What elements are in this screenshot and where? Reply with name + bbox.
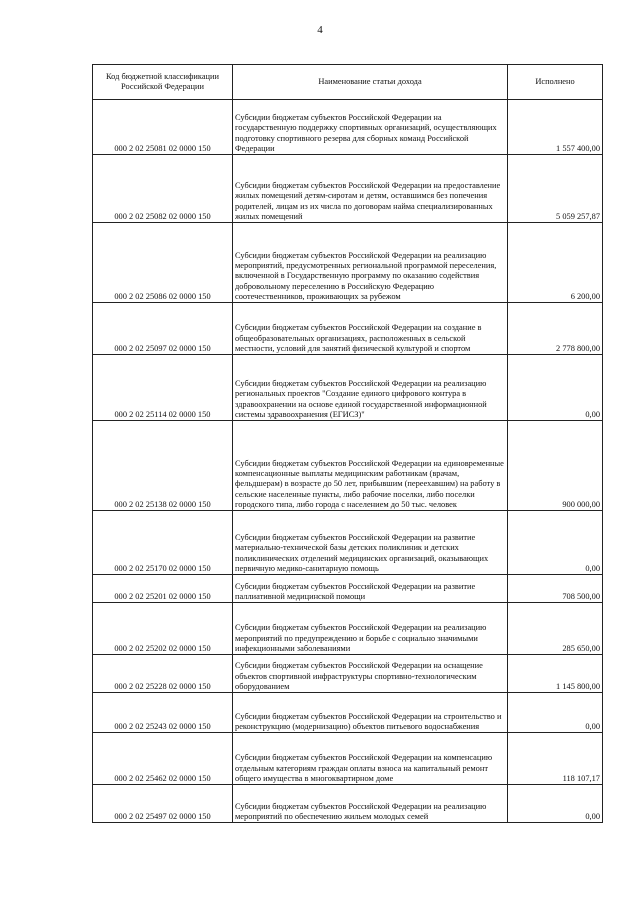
row-name: Субсидии бюджетам субъектов Российской Федерации на компенсацию отдельным категориям граждан оплаты взноса на капитальный ремонт общего имущества в многоквартирном доме — [233, 733, 508, 785]
row-name: Субсидии бюджетам субъектов Российской Федерации на реализацию мероприятий по обеспечению жильем молодых семей — [233, 785, 508, 823]
table-row — [93, 100, 603, 155]
table-row — [93, 785, 603, 823]
row-code: 000 2 02 25097 02 0000 150 — [93, 303, 233, 355]
row-name: Субсидии бюджетам субъектов Российской Федерации на единовременные компенсационные выплаты медицинским работникам (врачам, фельдшерам) в возрасте до 50 лет, прибывшим (переехавшим) на работу в сельские населенные пункты, либо рабочие поселки, либо поселки городского типа, либо города с населением до 50 тыс. человек — [233, 421, 508, 511]
row-code: 000 2 02 25082 02 0000 150 — [93, 155, 233, 223]
table-row — [93, 693, 603, 733]
table-row — [93, 655, 603, 693]
row-name: Субсидии бюджетам субъектов Российской Федерации на развитие материально-технической базы детских поликлиник и детских поликлинических отделений медицинских организаций, оказывающих первичную медико-санитарную помощь — [233, 511, 508, 575]
row-code: 000 2 02 25170 02 0000 150 — [93, 511, 233, 575]
row-code: 000 2 02 25081 02 0000 150 — [93, 100, 233, 155]
row-amount: 900 000,00 — [508, 421, 603, 511]
row-name: Субсидии бюджетам субъектов Российской Федерации на реализацию региональных проектов "Создание единого цифрового контура в здравоохранении на основе единой государственной информационной системы здравоохранения (ЕГИСЗ)" — [233, 355, 508, 421]
page-number: 4 — [317, 24, 323, 36]
row-amount: 5 059 257,87 — [508, 155, 603, 223]
row-name: Субсидии бюджетам субъектов Российской Федерации на создание в общеобразовательных организациях, расположенных в сельской местности, условий для занятий физической культурой и спортом — [233, 303, 508, 355]
table-header-row — [93, 65, 603, 100]
row-amount: 0,00 — [508, 785, 603, 823]
row-name: Субсидии бюджетам субъектов Российской Федерации на развитие паллиативной медицинской помощи — [233, 575, 508, 603]
header-code: Код бюджетной классификации Российской Федерации — [93, 65, 233, 100]
row-name: Субсидии бюджетам субъектов Российской Федерации на строительство и реконструкцию (модернизацию) объектов питьевого водоснабжения — [233, 693, 508, 733]
row-code: 000 2 02 25086 02 0000 150 — [93, 223, 233, 303]
row-code: 000 2 02 25228 02 0000 150 — [93, 655, 233, 693]
row-code: 000 2 02 25138 02 0000 150 — [93, 421, 233, 511]
table-row — [93, 155, 603, 223]
row-amount: 285 650,00 — [508, 603, 603, 655]
row-amount: 0,00 — [508, 355, 603, 421]
row-code: 000 2 02 25462 02 0000 150 — [93, 733, 233, 785]
row-name: Субсидии бюджетам субъектов Российской Федерации на государственную поддержку спортивных организаций, осуществляющих подготовку спортивного резерва для сборных команд Российской Федерации — [233, 100, 508, 155]
table-row — [93, 223, 603, 303]
revenue-table — [92, 64, 603, 823]
row-name: Субсидии бюджетам субъектов Российской Федерации на оснащение объектов спортивной инфраструктуры спортивно-технологическим оборудованием — [233, 655, 508, 693]
row-amount: 0,00 — [508, 511, 603, 575]
row-amount: 6 200,00 — [508, 223, 603, 303]
row-amount: 1 557 400,00 — [508, 100, 603, 155]
row-code: 000 2 02 25202 02 0000 150 — [93, 603, 233, 655]
table-row — [93, 355, 603, 421]
row-amount: 2 778 800,00 — [508, 303, 603, 355]
table-row — [93, 421, 603, 511]
row-code: 000 2 02 25114 02 0000 150 — [93, 355, 233, 421]
table-row — [93, 603, 603, 655]
header-name: Наименование статьи дохода — [233, 65, 508, 100]
header-amount: Исполнено — [508, 65, 603, 100]
table-row — [93, 733, 603, 785]
table-row — [93, 511, 603, 575]
table-row — [93, 575, 603, 603]
row-code: 000 2 02 25201 02 0000 150 — [93, 575, 233, 603]
row-code: 000 2 02 25243 02 0000 150 — [93, 693, 233, 733]
row-name: Субсидии бюджетам субъектов Российской Федерации на реализацию мероприятий, предусмотренных региональной программой переселения, включенной в Государственную программу по оказанию содействия добровольному переселению в Российскую Федерацию соотечественников, проживающих за рубежом — [233, 223, 508, 303]
row-amount: 118 107,17 — [508, 733, 603, 785]
row-amount: 708 500,00 — [508, 575, 603, 603]
row-name: Субсидии бюджетам субъектов Российской Федерации на реализацию мероприятий по предупреждению и борьбе с социально значимыми инфекционными заболеваниями — [233, 603, 508, 655]
row-amount: 1 145 800,00 — [508, 655, 603, 693]
row-code: 000 2 02 25497 02 0000 150 — [93, 785, 233, 823]
row-name: Субсидии бюджетам субъектов Российской Федерации на предоставление жилых помещений детям-сиротам и детям, оставшимся без попечения родителей, лицам из их числа по договорам найма специализированных жилых помещений — [233, 155, 508, 223]
table-row — [93, 303, 603, 355]
row-amount: 0,00 — [508, 693, 603, 733]
